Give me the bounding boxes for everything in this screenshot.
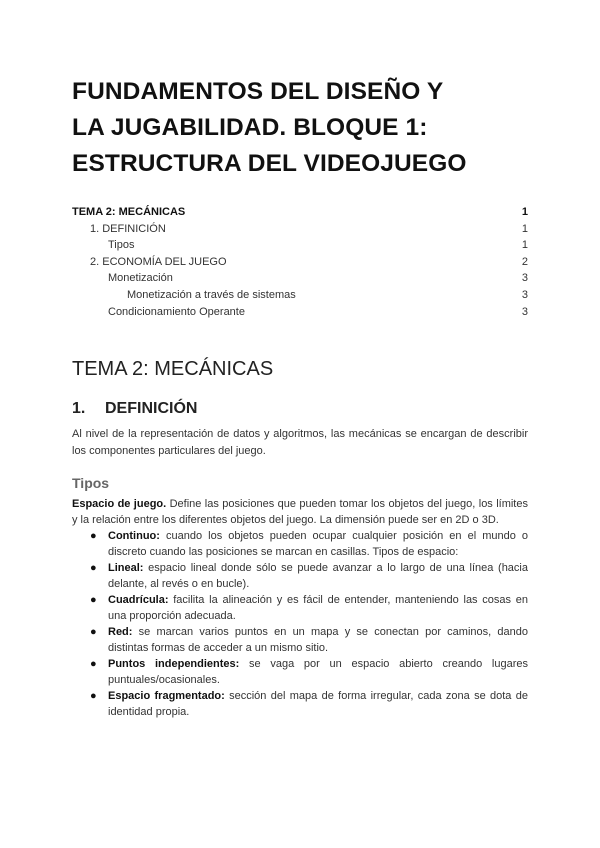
- bullet-icon: ●: [90, 562, 97, 575]
- document-title: [72, 74, 528, 182]
- bullet-icon: ●: [90, 658, 97, 671]
- section-heading: [72, 398, 528, 420]
- toc-entry-label: Monetización: [108, 272, 173, 285]
- toc-entry-label: 1. DEFINICIÓN: [90, 222, 166, 235]
- toc-entry[interactable]: [72, 254, 528, 271]
- toc-entry-page: 3: [521, 305, 528, 318]
- toc-entry[interactable]: [72, 221, 528, 238]
- term-label: Espacio de juego.: [72, 498, 167, 511]
- term-label: Lineal:: [108, 562, 144, 575]
- toc-entry-page: 1: [521, 222, 528, 235]
- definition-text: espacio lineal donde sólo se puede avanzar a lo largo de una línea (hacia delante, al revés o en bucle).: [108, 562, 528, 591]
- table-of-contents: [72, 204, 528, 320]
- toc-entry[interactable]: [72, 287, 528, 304]
- toc-entry-label: Monetización a través de sistemas: [127, 288, 296, 301]
- toc-entry[interactable]: [72, 304, 528, 321]
- toc-entry-page: 2: [521, 255, 528, 268]
- list-item: [90, 624, 528, 656]
- document-page: [72, 74, 528, 720]
- title-line: LA JUGABILIDAD. BLOQUE 1:: [72, 114, 428, 141]
- term-label: Cuadrícula:: [108, 594, 169, 607]
- toc-entry-label: Condicionamiento Operante: [108, 305, 245, 318]
- list-item: [90, 688, 528, 720]
- term-label: Espacio fragmentado:: [108, 690, 225, 703]
- toc-entry[interactable]: [72, 237, 528, 254]
- space-paragraph: [72, 496, 528, 528]
- subsection-heading: Tipos: [72, 475, 110, 492]
- toc-entry-page: 3: [521, 288, 528, 301]
- definition-text: Define las posiciones que pueden tomar los objetos del juego, los límites y la relación entre los diferentes objetos del juego. La dimensión puede ser en 2D o 3D.: [72, 498, 528, 527]
- intro-paragraph: Al nivel de la representación de datos y algoritmos, las mecánicas se encargan de describir los componentes particulares del juego.: [72, 428, 528, 457]
- list-item: [90, 592, 528, 624]
- section-title: DEFINICIÓN: [105, 400, 198, 418]
- definition-text: sección del mapa de forma irregular, cada zona se dota de identidad propia.: [108, 690, 528, 719]
- toc-entry[interactable]: [72, 204, 528, 221]
- toc-entry-page: 1: [521, 206, 528, 218]
- toc-entry[interactable]: [72, 270, 528, 287]
- definition-text: facilita la alineación y es fácil de entender, manteniendo las cosas en una proporción adecuada.: [108, 594, 528, 623]
- list-item: [90, 560, 528, 592]
- section-number: 1.: [72, 400, 86, 418]
- toc-entry-page: 3: [521, 272, 528, 285]
- title-line: FUNDAMENTOS DEL DISEÑO Y: [72, 78, 444, 105]
- title-line: ESTRUCTURA DEL VIDEOJUEGO: [72, 150, 467, 177]
- list-item: [90, 656, 528, 688]
- term-label: Red:: [108, 626, 133, 639]
- chapter-heading: TEMA 2: MECÁNICAS: [72, 358, 274, 381]
- term-label: Continuo:: [108, 530, 160, 543]
- bullet-icon: ●: [90, 690, 97, 703]
- definition-text: se vaga por un espacio abierto creando lugares puntuales/ocasionales.: [108, 658, 528, 687]
- definition-text: se marcan varios puntos en un mapa y se conectan por caminos, dando distintas formas de acceder a un mismo sitio.: [108, 626, 528, 655]
- term-label: Puntos independientes:: [108, 658, 240, 671]
- definition-text: cuando los objetos pueden ocupar cualquier posición en el mundo o discreto cuando las posiciones se marcan en casillas. Tipos de espacio:: [108, 530, 528, 559]
- bullet-icon: ●: [90, 626, 97, 639]
- toc-entry-label: Tipos: [108, 239, 135, 252]
- toc-entry-label: 2. ECONOMÍA DEL JUEGO: [90, 255, 227, 268]
- list-item: [90, 528, 528, 560]
- toc-entry-label: TEMA 2: MECÁNICAS: [72, 206, 186, 218]
- toc-entry-page: 1: [521, 239, 528, 252]
- space-types-list: [72, 528, 528, 720]
- bullet-icon: ●: [90, 530, 97, 543]
- bullet-icon: ●: [90, 594, 97, 607]
